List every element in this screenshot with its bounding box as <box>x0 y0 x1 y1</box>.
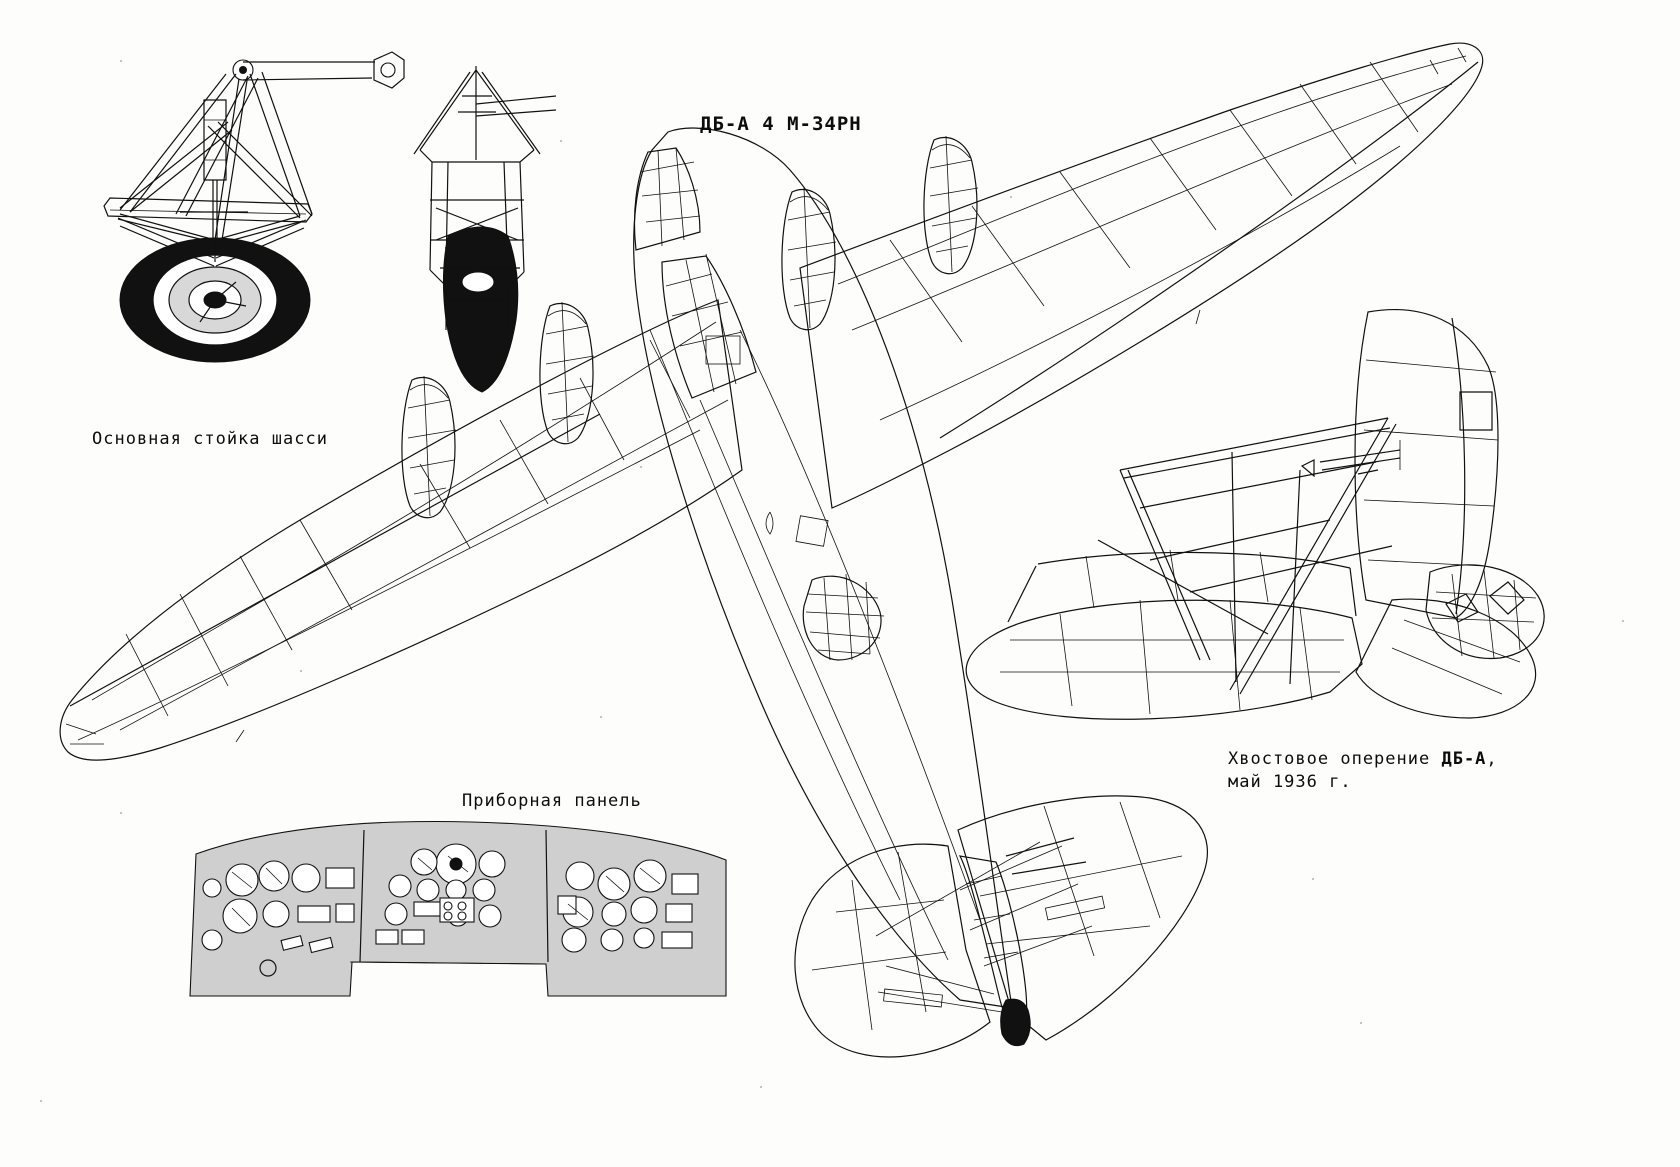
engine-nacelle-2 <box>782 188 836 330</box>
main-gear-side-view <box>414 66 556 392</box>
tail-unit-perspective <box>966 310 1544 720</box>
instrument-panel-view <box>190 822 726 996</box>
page-title: ДБ-А 4 М-34РН <box>700 113 862 135</box>
label-tail-line2: май 1936 г. <box>1228 771 1352 792</box>
engine-nacelle-4 <box>402 376 456 518</box>
label-tail-unit <box>1228 748 1498 794</box>
main-gear-front-view <box>104 52 404 362</box>
engine-nacelle-3 <box>540 302 594 444</box>
label-tail-line1: Хвостовое оперение <box>1228 749 1442 769</box>
label-instrument-panel: Приборная панель <box>462 791 642 811</box>
label-landing-gear: Основная стойка шасси <box>92 429 328 449</box>
label-tail-comma: , <box>1486 749 1498 769</box>
label-tail-designation: ДБ-А <box>1441 749 1487 769</box>
